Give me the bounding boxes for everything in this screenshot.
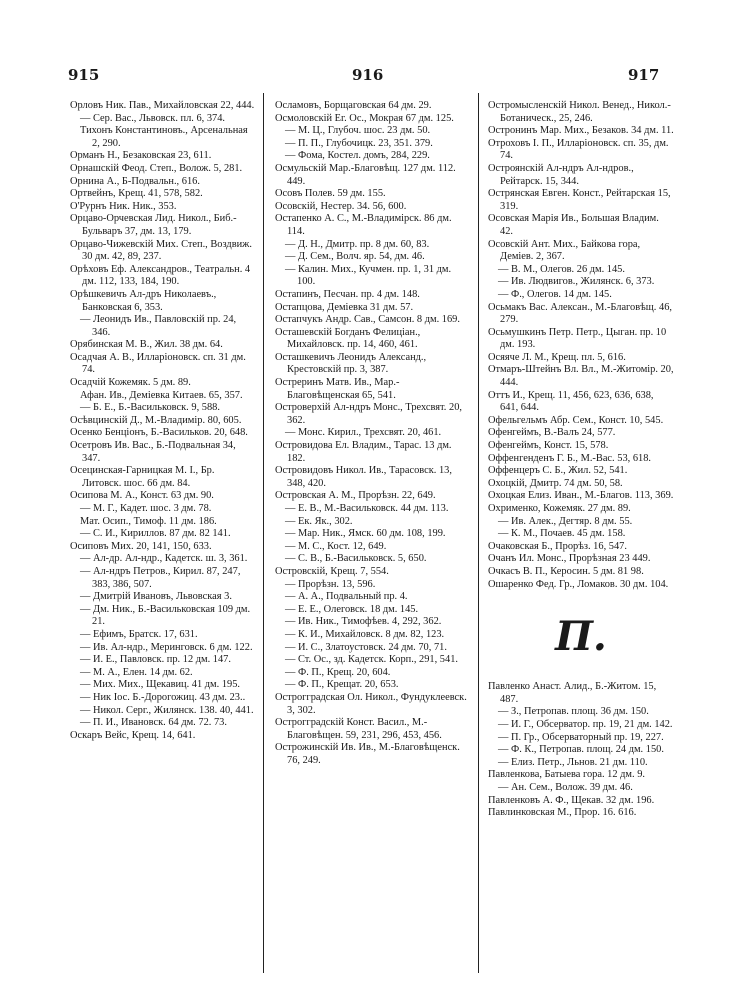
directory-entry: Очаковская Б., Прорѣз. 16, 547. — [488, 540, 627, 552]
column-rule-1 — [263, 93, 264, 973]
directory-entry: — П. Гр., Обсерваторный пр. 19, 227. — [498, 731, 664, 743]
directory-entry: Осташевскій Богданъ Фелиціан., Михайловск. пр. 14, 460, 461. — [275, 326, 421, 351]
directory-entry: Остапинъ, Песчан. пр. 4 дм. 148. — [275, 288, 420, 300]
directory-entry: — В. М., Олегов. 26 дм. 145. — [498, 263, 625, 275]
directory-entry: — Ив. Алек., Дегтяр. 8 дм. 55. — [498, 515, 633, 527]
directory-entry: — Ек. Як., 302. — [285, 515, 353, 527]
directory-entry: — Никол. Серг., Жилянск. 138. 40, 441. — [80, 704, 254, 716]
directory-entry: — Ф. П., Крещ. 20, 604. — [285, 666, 391, 678]
directory-entry: О'Рурнъ Ник. Ник., 353. — [70, 200, 177, 212]
directory-entry: Охоцкій, Дмитр. 74 дм. 50, 58. — [488, 477, 623, 489]
directory-entry: Островерхій Ал-ндръ Монс., Трехсвят. 20, 362. — [275, 402, 462, 426]
directory-entry: — И. С., Златоустовск. 24 дм. 70, 71. — [285, 641, 447, 653]
directory-entry: Тихонъ Константиновъ., Арсенальная 2, 290. — [80, 125, 248, 149]
directory-entry: Оффенгенденъ Г. Б., М.-Вас. 53, 618. — [488, 452, 652, 464]
directory-entry: Осадчій Кожемяк. 5 дм. 89. — [70, 377, 191, 389]
directory-entry: Орловъ Ник. Пав., Михайловская 22, 444. — [70, 100, 255, 111]
directory-entry: Осяяче Л. М., Крещ. пл. 5, 616. — [488, 351, 626, 363]
directory-entry: Острянская Евген. Конст., Рейтарская 15, 319. — [488, 188, 671, 212]
directory-entry: — Ник Іос. Б.-Дорогожиц. 43 дм. 23.. — [80, 691, 246, 703]
directory-entry: Осьмушкинъ Петр. Петр., Цыган. пр. 10 дм. 193. — [488, 326, 667, 351]
directory-entry: — Б. Е., Б.-Васильковск. 9, 588. — [80, 402, 220, 414]
column-center — [275, 100, 471, 980]
directory-entry: — М. Ц., Глубоч. шос. 23 дм. 50. — [285, 125, 431, 137]
directory-entry: Орманъ Н., Безаковская 23, 611. — [70, 150, 212, 162]
directory-entry: Оттъ И., Крещ. 11, 456, 623, 636, 638, 641, 644. — [488, 389, 654, 414]
directory-entry: Острогградская Ол. Никол., Фундуклеевск. 3, 302. — [275, 691, 467, 716]
directory-entry: Осовскій, Нестер. 34. 56, 600. — [275, 200, 407, 212]
directory-entry: Островидовъ Никол. Ив., Тарасовск. 13, 348, 420. — [275, 465, 452, 489]
directory-entry: Осецинская-Гарницкая М. І., Бр. Литовск. шос. 66 дм. 84. — [70, 465, 215, 489]
directory-entry: Осмоловскій Ег. Ос., Мокрая 67 дм. 125. — [275, 112, 454, 124]
directory-entry: Оскаръ Вейс, Крещ. 14, 641. — [70, 729, 196, 741]
directory-entry: Оффенцеръ С. Б., Жил. 52, 541. — [488, 465, 628, 477]
directory-entry: Острогградскій Конст. Васил., М.-Благовѣщен. 59, 231, 296, 453, 456. — [275, 717, 442, 741]
directory-entry: — К. М., Почаев. 45 дм. 158. — [498, 528, 626, 540]
directory-entry: Ортвейнъ, Крещ. 41, 578, 582. — [70, 188, 203, 200]
directory-entry: — Д. Н., Дмитр. пр. 8 дм. 60, 83. — [285, 238, 430, 250]
directory-entry: Осовъ Полев. 59 дм. 155. — [275, 188, 386, 200]
directory-entry: Осьмакъ Вас. Алексан., М.-Благовѣщ. 46, 279. — [488, 301, 672, 326]
directory-entry: Орцаво-Чижевскій Мих. Степ., Воздвиж. 30 дм. 42, 89, 237. — [70, 238, 252, 263]
page-number-left: 915 — [68, 66, 100, 84]
directory-entry: — Мих. Мих., Щекавиц. 41 дм. 195. — [80, 679, 241, 691]
column-left — [70, 100, 256, 980]
directory-entry: Орнашскій Феод. Степ., Волож. 5, 281. — [70, 162, 243, 174]
directory-entry: — Елиз. Петр., Льнов. 21 дм. 110. — [498, 756, 648, 768]
directory-entry: Островскій, Крещ. 7, 554. — [275, 565, 389, 577]
directory-entry: Орцаво-Орчевская Лид. Никол., Биб.-Бульваръ 37, дм. 13, 179. — [70, 213, 237, 237]
directory-entry: Орѣшкевичъ Ал-дръ Николаевъ., Банковская 6, 353. — [70, 288, 217, 313]
page-number-right: 917 — [628, 66, 660, 84]
directory-entry: Ошаренко Фед. Гр., Ломаков. 30 дм. 104. — [488, 578, 669, 590]
directory-entry: Офельгельмъ Абр. Сем., Конст. 10, 545. — [488, 414, 664, 426]
directory-entry: Островская А. М., Прорѣзн. 22, 649. — [275, 490, 436, 502]
directory-entry: Офенгеймъ, Конст. 15, 578. — [488, 440, 609, 452]
directory-entry: — Ф. П., Крещат. 20, 653. — [285, 679, 399, 691]
directory-entry: — Ал-ндръ Петров., Кирил. 87, 247, 383, 386, 507. — [80, 565, 241, 590]
directory-entry: Осенко Бенціонъ, Б.-Васильков. 20, 648. — [70, 427, 248, 439]
directory-entry: Остронинъ Мар. Мих., Безаков. 34 дм. 11. — [488, 125, 674, 137]
directory-entry: — Ан. Сем., Волож. 39 дм. 46. — [498, 781, 633, 793]
directory-entry: — З., Петропав. площ. 36 дм. 150. — [498, 706, 649, 718]
directory-entry: — М. Г., Кадет. шос. 3 дм. 78. — [80, 503, 212, 514]
directory-entry: — С. В., Б.-Васильковск. 5, 650. — [285, 553, 427, 565]
directory-entry: — Монс. Кирил., Трехсвят. 20, 461. — [285, 427, 442, 439]
directory-entry: — И. Е., Павловск. пр. 12 дм. 147. — [80, 654, 231, 666]
directory-entry: Мат. Осип., Тимоф. 11 дм. 186. — [80, 515, 217, 527]
directory-entry: — М. С., Кост. 12, 649. — [285, 540, 387, 552]
directory-entry: Осмульскій Мар.-Благовѣщ. 127 дм. 112. 449. — [275, 162, 456, 187]
directory-entry: — П. И., Ивановск. 64 дм. 72. 73. — [80, 717, 227, 729]
directory-entry: Павленковъ А. Ф., Щекав. 32 дм. 196. — [488, 794, 655, 806]
directory-entry: Осетровъ Ив. Вас., Б.-Подвальная 34, 347. — [70, 440, 236, 464]
directory-entry: — Ефимъ, Братск. 17, 631. — [80, 628, 198, 640]
directory-entry: — Ст. Ос., зд. Кадетск. Корп., 291, 541. — [285, 654, 458, 666]
directory-entry: Остреринъ Матв. Ив., Мар.-Благовѣщенская 65, 541. — [275, 377, 400, 401]
directory-entry: — С. И., Кириллов. 87 дм. 82 141. — [80, 528, 231, 540]
directory-entry: Орнина А., Б-Подвальн., 616. — [70, 175, 200, 187]
directory-entry: — П. П., Глубочицк. 23, 351. 379. — [285, 137, 433, 149]
directory-entry: — К. И., Михайловск. 8 дм. 82, 123. — [285, 628, 445, 640]
directory-entry: Осташкевичъ Леонидъ Александ., Крестовскій пр. 3, 387. — [275, 351, 427, 376]
directory-entry: — А. А., Подвальный пр. 4. — [285, 591, 408, 603]
column-rule-2 — [478, 93, 479, 973]
directory-entry: — Ив. Ал-ндр., Меринговск. 6 дм. 122. — [80, 641, 253, 653]
directory-entry: — Мар. Ник., Ямск. 60 дм. 108, 199. — [285, 528, 446, 540]
directory-entry: — Дм. Ник., Б.-Васильковская 109 дм. 21. — [80, 603, 251, 628]
section-letter: П. — [555, 613, 607, 661]
directory-entry: — Фома, Костел. домъ, 284, 229. — [285, 150, 430, 162]
directory-entry: Остапчукъ Андр. Сав., Самсон. 8 дм. 169. — [275, 314, 460, 326]
page-number-center: 916 — [352, 66, 384, 84]
directory-entry: Очкасъ В. П., Керосин. 5 дм. 81 98. — [488, 565, 644, 577]
directory-entry: Павлинковская М., Прор. 16. 616. — [488, 807, 637, 819]
directory-entry: Остроянскій Ал-ндръ Ал-ндров., Рейтарск. 15, 344. — [488, 162, 634, 187]
directory-entry: — И. Г., Обсерватор. пр. 19, 21 дм. 142. — [498, 718, 673, 730]
directory-entry: Осламовъ, Борщаговская 64 дм. 29. — [275, 100, 432, 111]
directory-entry: — Дмитрій Ивановъ, Львовская 3. — [80, 591, 232, 603]
directory-entry: Охрименко, Кожемяк. 27 дм. 89. — [488, 503, 631, 514]
directory-entry: — Е. В., М.-Васильковск. 44 дм. 113. — [285, 503, 449, 514]
directory-entry: — Ив. Людвигов., Жилянск. 6, 373. — [498, 276, 655, 288]
directory-entry: Осовскій Ант. Мих., Байкова гора, Деміев. 2, 367. — [488, 238, 641, 263]
directory-entry: — Ф., Олегов. 14 дм. 145. — [498, 288, 612, 300]
directory-entry: Остапенко А. С., М.-Владимірск. 86 дм. 114. — [275, 213, 452, 237]
directory-entry: Отроховъ І. П., Илларіоновск. сп. 35, дм. 74. — [488, 137, 669, 162]
directory-entry: — Калин. Мих., Кучмен. пр. 1, 31 дм. 100. — [285, 263, 452, 288]
directory-entry: — Д. Сем., Волч. яр. 54, дм. 46. — [285, 251, 425, 263]
directory-entry: — Ив. Ник., Тимофѣев. 4, 292, 362. — [285, 616, 442, 628]
directory-entry: — Леонидъ Ив., Павловскій пр. 24, 346. — [80, 314, 237, 338]
directory-entry: Остапцова, Деміевка 31 дм. 57. — [275, 301, 414, 313]
directory-entry: — Прорѣзн. 13, 596. — [285, 578, 376, 590]
directory-entry: — Ал-др. Ал-ндр., Кадетск. ш. 3, 361. — [80, 553, 248, 565]
directory-entry: — Ф. К., Петропав. площ. 24 дм. 150. — [498, 744, 664, 756]
directory-entry: Осадчая А. В., Илларіоновск. сп. 31 дм. 74. — [70, 351, 246, 376]
directory-entry: Орябинская М. В., Жил. 38 дм. 64. — [70, 339, 223, 351]
column-right — [488, 100, 674, 980]
directory-entry: — М. А., Елен. 14 дм. 62. — [80, 666, 193, 678]
directory-entry: Острожинскій Ив. Ив., М.-Благовѣщенск. 76, 249. — [275, 742, 460, 766]
directory-entry: Павленкова, Батыева гора. 12 дм. 9. — [488, 769, 645, 781]
directory-entry: — Е. Е., Олеговск. 18 дм. 145. — [285, 603, 419, 615]
directory-entry: Афан. Ив., Деміевка Китаев. 65, 357. — [80, 389, 243, 401]
directory-entry: Очанъ Ил. Монс., Прорѣзная 23 449. — [488, 553, 651, 565]
directory-entry: Осѣвцинскій Д., М.-Владимір. 80, 605. — [70, 414, 242, 426]
directory-entry: Осиповъ Мих. 20, 141, 150, 633. — [70, 540, 212, 552]
directory-entry: Орѣховъ Еф. Александров., Театральн. 4 дм. 112, 133, 184, 190. — [70, 263, 251, 288]
directory-entry: Осовская Марія Ив., Большая Владим. 42. — [488, 213, 659, 237]
directory-entry: Отмаръ-Штейнъ Вл. Вл., М.-Житомір. 20, 444. — [488, 364, 674, 389]
directory-entry: — Сер. Вас., Львовск. пл. 6, 374. — [80, 112, 226, 124]
directory-entry: Офенгеймъ, В.-Валъ 24, 577. — [488, 427, 616, 439]
directory-entry: Охоцкая Елиз. Иван., М.-Благов. 113, 369. — [488, 490, 674, 502]
directory-entry: Остромысленскій Никол. Венед., Никол.-Ботаническ., 25, 246. — [488, 100, 671, 124]
directory-entry: Павленко Анаст. Алид., Б.-Житом. 15, 487. — [488, 681, 657, 705]
directory-entry: Островидова Ел. Владим., Тарас. 13 дм. 182. — [275, 440, 452, 464]
directory-entry: Осипова М. А., Конст. 63 дм. 90. — [70, 490, 214, 502]
